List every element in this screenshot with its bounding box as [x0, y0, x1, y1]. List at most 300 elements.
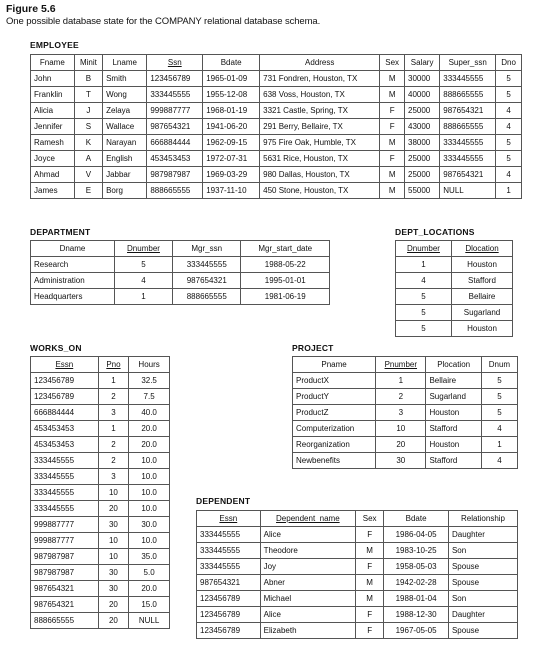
table-cell: 30000 [405, 71, 440, 87]
table-cell: 1 [114, 289, 172, 305]
table-row [293, 437, 518, 453]
table-cell: 38000 [405, 135, 440, 151]
table-row [31, 485, 170, 501]
table-row [293, 373, 518, 389]
table-row [31, 151, 522, 167]
table-cell: Reorganization [293, 437, 376, 453]
table-cell: ProductX [293, 373, 376, 389]
table-cell: 5 [481, 389, 517, 405]
table-cell: 10.0 [129, 485, 170, 501]
department-col-dname: Dname [31, 241, 115, 257]
table-cell: 888665555 [440, 119, 496, 135]
table-cell: 987654321 [197, 575, 261, 591]
table-cell: 1988-01-04 [384, 591, 449, 607]
table-cell: 10.0 [129, 533, 170, 549]
table-cell: Wallace [103, 119, 147, 135]
table-cell: V [74, 167, 102, 183]
table-cell: Alice [260, 527, 355, 543]
table-cell: 333445555 [440, 135, 496, 151]
table-cell: 4 [496, 119, 522, 135]
table-cell: 1942-02-28 [384, 575, 449, 591]
table-cell: Newbenefits [293, 453, 376, 469]
table-cell: 5 [481, 373, 517, 389]
table-cell: Daughter [448, 607, 517, 623]
table-cell: 1995-01-01 [241, 273, 330, 289]
table-cell: M [380, 183, 405, 199]
employee-col-lname: Lname [103, 55, 147, 71]
table-row [396, 273, 513, 289]
table-cell: Stafford [426, 421, 481, 437]
table-cell: 888665555 [147, 183, 203, 199]
table-row [396, 305, 513, 321]
project-col-plocation: Plocation [426, 357, 481, 373]
table-cell: 10 [98, 533, 129, 549]
table-cell: 20.0 [129, 421, 170, 437]
table-cell: 333445555 [197, 527, 261, 543]
table-cell: 1 [496, 183, 522, 199]
table-row [31, 71, 522, 87]
table-cell: 123456789 [197, 607, 261, 623]
table-cell: Daughter [448, 527, 517, 543]
dept-locations-title: DEPT_LOCATIONS [395, 227, 475, 237]
table-cell: 980 Dallas, Houston, TX [260, 167, 380, 183]
table-cell: ProductZ [293, 405, 376, 421]
table-cell: 1 [481, 437, 517, 453]
table-cell: Son [448, 591, 517, 607]
table-cell: 25000 [405, 167, 440, 183]
table-cell: 453453453 [31, 437, 99, 453]
table-cell: 30 [98, 565, 129, 581]
table-cell: Sugarland [451, 305, 512, 321]
table-cell: 5 [496, 135, 522, 151]
table-row [31, 421, 170, 437]
table-cell: 5 [114, 257, 172, 273]
table-cell: Houston [426, 437, 481, 453]
table-row [31, 405, 170, 421]
table-cell: 25000 [405, 103, 440, 119]
works-on-table [30, 356, 170, 629]
table-row [31, 453, 170, 469]
table-cell: 20 [98, 597, 129, 613]
table-cell: M [380, 135, 405, 151]
table-cell: 987987987 [31, 549, 99, 565]
table-cell: 333445555 [440, 151, 496, 167]
table-cell: Alicia [31, 103, 75, 119]
table-row [197, 607, 518, 623]
dependent-table [196, 510, 518, 639]
table-cell: A [74, 151, 102, 167]
table-cell: Zelaya [103, 103, 147, 119]
table-cell: Headquarters [31, 289, 115, 305]
table-cell: 731 Fondren, Houston, TX [260, 71, 380, 87]
table-cell: 666884444 [147, 135, 203, 151]
table-row [293, 453, 518, 469]
dept-locations-col-dlocation: Dlocation [451, 241, 512, 257]
works-on-col-essn: Essn [31, 357, 99, 373]
table-cell: M [380, 87, 405, 103]
table-cell: 25000 [405, 151, 440, 167]
dependent-col-dependent-name: Dependent_name [260, 511, 355, 527]
table-row [31, 257, 330, 273]
table-cell: 30.0 [129, 517, 170, 533]
table-cell: 5.0 [129, 565, 170, 581]
table-cell: 5 [481, 405, 517, 421]
table-cell: 1941-06-20 [203, 119, 260, 135]
department-header-row [31, 241, 330, 257]
employee-col-minit: Minit [74, 55, 102, 71]
table-cell: 10.0 [129, 501, 170, 517]
table-row [31, 389, 170, 405]
project-col-dnum: Dnum [481, 357, 517, 373]
table-row [31, 469, 170, 485]
table-cell: 987987987 [147, 167, 203, 183]
employee-header-row [31, 55, 522, 71]
table-cell: 55000 [405, 183, 440, 199]
table-cell: 453453453 [31, 421, 99, 437]
table-cell: 2 [98, 453, 129, 469]
table-cell: 123456789 [147, 71, 203, 87]
table-cell: 1937-11-10 [203, 183, 260, 199]
figure-title: Figure 5.6 [6, 3, 56, 15]
employee-title: EMPLOYEE [30, 40, 79, 50]
table-cell: 20.0 [129, 437, 170, 453]
table-cell: ProductY [293, 389, 376, 405]
table-cell: Joyce [31, 151, 75, 167]
employee-table [30, 54, 522, 199]
department-table [30, 240, 330, 305]
table-cell: 2 [98, 389, 129, 405]
works-on-col-hours: Hours [129, 357, 170, 373]
table-cell: 987654321 [440, 103, 496, 119]
table-cell: 4 [496, 103, 522, 119]
table-cell: Administration [31, 273, 115, 289]
table-cell: 4 [481, 421, 517, 437]
table-cell: 5 [496, 87, 522, 103]
table-cell: 10 [98, 485, 129, 501]
table-cell: 30 [376, 453, 426, 469]
table-cell: Houston [426, 405, 481, 421]
table-row [293, 405, 518, 421]
table-row [31, 119, 522, 135]
table-cell: 1981-06-19 [241, 289, 330, 305]
employee-col-ssn: Ssn [147, 55, 203, 71]
table-row [197, 575, 518, 591]
dependent-col-relationship: Relationship [448, 511, 517, 527]
employee-col-bdate: Bdate [203, 55, 260, 71]
table-cell: 1969-03-29 [203, 167, 260, 183]
dependent-col-sex: Sex [356, 511, 384, 527]
table-cell: 35.0 [129, 549, 170, 565]
dependent-title: DEPENDENT [196, 496, 251, 506]
table-cell: NULL [440, 183, 496, 199]
table-cell: Theodore [260, 543, 355, 559]
table-row [31, 565, 170, 581]
table-cell: 333445555 [197, 559, 261, 575]
table-cell: 123456789 [31, 373, 99, 389]
table-cell: 5 [496, 71, 522, 87]
employee-col-sex: Sex [380, 55, 405, 71]
table-cell: 32.5 [129, 373, 170, 389]
table-cell: Jabbar [103, 167, 147, 183]
table-cell: Elizabeth [260, 623, 355, 639]
table-row [31, 533, 170, 549]
table-cell: 666884444 [31, 405, 99, 421]
dependent-col-essn: Essn [197, 511, 261, 527]
table-cell: Franklin [31, 87, 75, 103]
table-cell: 987654321 [173, 273, 241, 289]
table-cell: 333445555 [31, 485, 99, 501]
table-cell: T [74, 87, 102, 103]
works-on-title: WORKS_ON [30, 343, 82, 353]
dept-locations-header-row [396, 241, 513, 257]
table-cell: S [74, 119, 102, 135]
table-cell: 10 [98, 549, 129, 565]
table-cell: 888665555 [173, 289, 241, 305]
table-cell: 987654321 [440, 167, 496, 183]
table-cell: 333445555 [31, 501, 99, 517]
table-row [197, 527, 518, 543]
table-cell: B [74, 71, 102, 87]
table-cell: 987654321 [31, 581, 99, 597]
project-title: PROJECT [292, 343, 334, 353]
table-cell: Bellaire [426, 373, 481, 389]
employee-col-super-ssn: Super_ssn [440, 55, 496, 71]
table-cell: 123456789 [31, 389, 99, 405]
table-cell: F [380, 151, 405, 167]
department-col-mgr-start-date: Mgr_start_date [241, 241, 330, 257]
table-cell: Alice [260, 607, 355, 623]
table-cell: 5 [396, 289, 452, 305]
table-row [197, 591, 518, 607]
table-cell: Michael [260, 591, 355, 607]
table-cell: 1972-07-31 [203, 151, 260, 167]
table-cell: M [356, 591, 384, 607]
table-cell: 5 [496, 151, 522, 167]
table-cell: F [380, 119, 405, 135]
table-cell: 3 [376, 405, 426, 421]
employee-col-fname: Fname [31, 55, 75, 71]
table-cell: 1955-12-08 [203, 87, 260, 103]
table-cell: 975 Fire Oak, Humble, TX [260, 135, 380, 151]
figure-caption: One possible database state for the COMPANY relational database schema. [6, 16, 321, 27]
table-cell: Houston [451, 257, 512, 273]
employee-col-address: Address [260, 55, 380, 71]
table-cell: 888665555 [440, 87, 496, 103]
table-row [197, 559, 518, 575]
table-cell: F [356, 607, 384, 623]
table-row [197, 623, 518, 639]
table-cell: 333445555 [440, 71, 496, 87]
table-cell: K [74, 135, 102, 151]
table-cell: 3 [98, 469, 129, 485]
table-cell: 999887777 [31, 533, 99, 549]
table-cell: Spouse [448, 575, 517, 591]
table-row [31, 613, 170, 629]
table-cell: 10.0 [129, 453, 170, 469]
table-cell: Bellaire [451, 289, 512, 305]
table-cell: Son [448, 543, 517, 559]
employee-col-dno: Dno [496, 55, 522, 71]
table-cell: 20 [98, 501, 129, 517]
project-table [292, 356, 518, 469]
table-cell: F [380, 103, 405, 119]
table-cell: 1 [98, 421, 129, 437]
table-cell: 43000 [405, 119, 440, 135]
table-cell: 20 [98, 613, 129, 629]
table-cell: Computerization [293, 421, 376, 437]
table-cell: Borg [103, 183, 147, 199]
table-row [31, 549, 170, 565]
table-cell: 3321 Castle, Spring, TX [260, 103, 380, 119]
table-cell: 4 [496, 167, 522, 183]
dependent-header-row [197, 511, 518, 527]
table-cell: James [31, 183, 75, 199]
table-cell: M [380, 167, 405, 183]
table-cell: M [356, 575, 384, 591]
department-title: DEPARTMENT [30, 227, 91, 237]
table-cell: 333445555 [31, 453, 99, 469]
table-row [31, 87, 522, 103]
project-col-pname: Pname [293, 357, 376, 373]
table-cell: F [356, 623, 384, 639]
table-row [396, 257, 513, 273]
table-cell: 1968-01-19 [203, 103, 260, 119]
table-cell: Wong [103, 87, 147, 103]
table-cell: 7.5 [129, 389, 170, 405]
table-cell: 1988-05-22 [241, 257, 330, 273]
project-col-pnumber: Pnumber [376, 357, 426, 373]
table-row [396, 289, 513, 305]
table-cell: 123456789 [197, 591, 261, 607]
table-row [31, 373, 170, 389]
table-cell: 4 [396, 273, 452, 289]
table-cell: Abner [260, 575, 355, 591]
table-cell: 333445555 [197, 543, 261, 559]
table-row [31, 103, 522, 119]
table-cell: E [74, 183, 102, 199]
table-cell: 1 [376, 373, 426, 389]
table-cell: F [356, 527, 384, 543]
table-cell: 4 [114, 273, 172, 289]
table-cell: Spouse [448, 623, 517, 639]
table-row [31, 273, 330, 289]
table-cell: Research [31, 257, 115, 273]
table-row [396, 321, 513, 337]
table-cell: Jennifer [31, 119, 75, 135]
table-cell: 999887777 [31, 517, 99, 533]
table-cell: 999887777 [147, 103, 203, 119]
table-cell: 1965-01-09 [203, 71, 260, 87]
dept-locations-table [395, 240, 513, 337]
table-cell: English [103, 151, 147, 167]
table-row [31, 183, 522, 199]
table-cell: 1958-05-03 [384, 559, 449, 575]
table-cell: 40.0 [129, 405, 170, 421]
employee-col-salary: Salary [405, 55, 440, 71]
table-cell: 30 [98, 581, 129, 597]
table-row [197, 543, 518, 559]
table-cell: 10.0 [129, 469, 170, 485]
table-row [31, 597, 170, 613]
table-cell: 2 [98, 437, 129, 453]
table-cell: 1962-09-15 [203, 135, 260, 151]
table-row [31, 501, 170, 517]
table-row [31, 289, 330, 305]
table-cell: 20 [376, 437, 426, 453]
table-cell: 1983-10-25 [384, 543, 449, 559]
table-cell: Spouse [448, 559, 517, 575]
table-cell: 450 Stone, Houston, TX [260, 183, 380, 199]
table-cell: NULL [129, 613, 170, 629]
table-cell: 15.0 [129, 597, 170, 613]
table-cell: 1988-12-30 [384, 607, 449, 623]
table-cell: 333445555 [173, 257, 241, 273]
table-cell: 5 [396, 305, 452, 321]
table-cell: 30 [98, 517, 129, 533]
table-cell: Ahmad [31, 167, 75, 183]
table-cell: 4 [481, 453, 517, 469]
table-cell: 333445555 [147, 87, 203, 103]
table-cell: 1 [98, 373, 129, 389]
table-cell: 1 [396, 257, 452, 273]
table-cell: 638 Voss, Houston, TX [260, 87, 380, 103]
table-cell: 123456789 [197, 623, 261, 639]
table-row [31, 581, 170, 597]
table-cell: 987654321 [147, 119, 203, 135]
table-row [31, 167, 522, 183]
table-row [31, 135, 522, 151]
table-cell: Ramesh [31, 135, 75, 151]
table-cell: Stafford [426, 453, 481, 469]
table-cell: M [380, 71, 405, 87]
table-row [293, 421, 518, 437]
table-row [31, 517, 170, 533]
dept-locations-col-dnumber: Dnumber [396, 241, 452, 257]
table-cell: 291 Berry, Bellaire, TX [260, 119, 380, 135]
project-header-row [293, 357, 518, 373]
table-cell: 5 [396, 321, 452, 337]
table-cell: M [356, 543, 384, 559]
department-col-mgr-ssn: Mgr_ssn [173, 241, 241, 257]
table-cell: John [31, 71, 75, 87]
table-cell: Houston [451, 321, 512, 337]
table-cell: Narayan [103, 135, 147, 151]
works-on-header-row [31, 357, 170, 373]
table-row [31, 437, 170, 453]
table-cell: 3 [98, 405, 129, 421]
table-row [293, 389, 518, 405]
table-cell: 453453453 [147, 151, 203, 167]
table-cell: 10 [376, 421, 426, 437]
table-cell: 333445555 [31, 469, 99, 485]
table-cell: J [74, 103, 102, 119]
table-cell: F [356, 559, 384, 575]
table-cell: 20.0 [129, 581, 170, 597]
dependent-col-bdate: Bdate [384, 511, 449, 527]
table-cell: 1967-05-05 [384, 623, 449, 639]
table-cell: Joy [260, 559, 355, 575]
table-cell: 987987987 [31, 565, 99, 581]
table-cell: 40000 [405, 87, 440, 103]
table-cell: 5631 Rice, Houston, TX [260, 151, 380, 167]
works-on-col-pno: Pno [98, 357, 129, 373]
table-cell: 1986-04-05 [384, 527, 449, 543]
table-cell: 2 [376, 389, 426, 405]
department-col-dnumber: Dnumber [114, 241, 172, 257]
table-cell: Smith [103, 71, 147, 87]
table-cell: Sugarland [426, 389, 481, 405]
table-cell: Stafford [451, 273, 512, 289]
